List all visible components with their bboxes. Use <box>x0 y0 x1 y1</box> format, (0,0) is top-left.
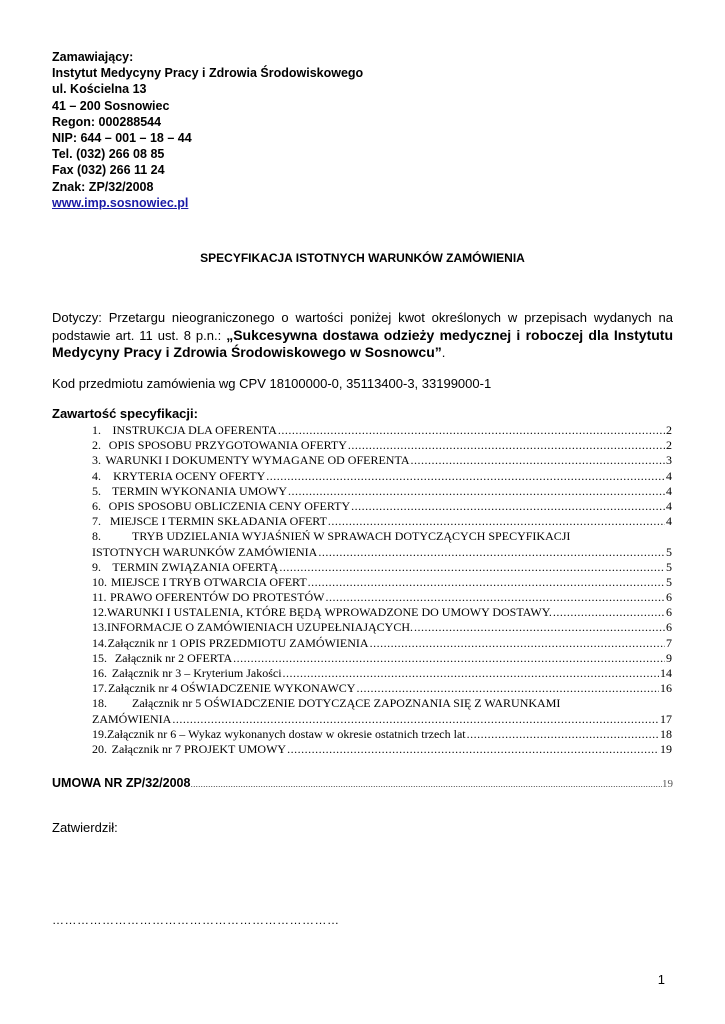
toc-number: 9. <box>92 559 101 574</box>
orderer-line: Zamawiający: <box>52 50 134 64</box>
toc-text: INFORMACJE O ZAMÓWIENIACH UZUPEŁNIAJĄCYCH. <box>107 620 413 635</box>
dot-leader <box>283 666 659 681</box>
dot-leader <box>308 575 665 590</box>
orderer-line: 41 – 200 Sosnowiec <box>52 98 170 113</box>
intro-subject: „Sukcesywna dostawa odzieży medycznej i roboczej dla Instytutu Medycyny Pracy i Zdrowia Środowiskowego w Sosnowcu” <box>52 326 673 360</box>
dot-leader <box>279 560 665 575</box>
dot-leader <box>370 636 665 651</box>
toc-item[interactable] <box>92 696 672 726</box>
toc-item[interactable] <box>92 636 672 651</box>
orderer-line: ul. Kościelna 13 <box>52 82 147 97</box>
dot-leader <box>553 605 665 620</box>
dot-leader <box>348 438 665 453</box>
orderer-block <box>52 49 363 211</box>
toc-number: 17. <box>92 681 107 696</box>
toc-page: 4 <box>666 468 672 483</box>
dot-leader <box>467 727 659 742</box>
dot-leader <box>287 742 659 757</box>
toc-page: 6 <box>666 590 672 605</box>
toc-number: 7. <box>92 514 101 529</box>
dot-leader <box>172 712 659 727</box>
intro-paragraph <box>52 309 673 362</box>
toc-item[interactable] <box>92 590 672 605</box>
toc-page: 5 <box>666 544 672 559</box>
toc-text: Załącznik nr 2 OFERTA <box>114 650 233 665</box>
dot-leader <box>410 453 665 468</box>
document-title: SPECYFIKACJA ISTOTNYCH WARUNKÓW ZAMÓWIENIA <box>200 251 525 265</box>
dot-leader <box>278 423 665 438</box>
toc-text: WARUNKI I USTALENIA, KTÓRE BĘDĄ WPROWADZONE DO UMOWY DOSTAWY. <box>107 605 552 620</box>
toc-page: 7 <box>666 635 672 650</box>
orderer-line: Regon: 000288544 <box>52 114 162 129</box>
toc-item[interactable] <box>92 620 672 635</box>
toc-number: 6. <box>92 498 101 513</box>
umowa-entry[interactable] <box>52 776 673 790</box>
dot-leader <box>233 651 665 666</box>
toc-number: 3. <box>92 453 101 468</box>
toc-page: 3 <box>666 453 672 468</box>
toc-page: 6 <box>666 605 672 620</box>
toc-number: 20. <box>92 741 107 756</box>
toc-page: 9 <box>666 650 672 665</box>
toc-text: Załącznik nr 7 PROJEKT UMOWY <box>111 741 287 756</box>
toc-text: Załącznik nr 4 OŚWIADCZENIE WYKONAWCY <box>108 681 356 696</box>
toc-item[interactable] <box>92 651 672 666</box>
dot-leader <box>266 469 665 484</box>
dot-leader <box>318 545 665 560</box>
toc-number: 12. <box>92 605 107 620</box>
toc-number: 8. <box>92 529 101 544</box>
toc-page: 6 <box>666 620 672 635</box>
toc-text-cont: ZAMÓWIENIA <box>92 711 172 726</box>
toc-number: 19. <box>92 726 107 741</box>
toc-text-cont: ISTOTNYCH WARUNKÓW ZAMÓWIENIA <box>92 544 318 559</box>
toc-number: 11. <box>92 590 107 605</box>
toc-item[interactable] <box>92 605 672 620</box>
toc-number: 10. <box>92 574 107 589</box>
dot-leader <box>414 620 665 635</box>
toc-text: Załącznik nr 6 – Wykaz wykonanych dostaw w okresie ostatnich trzech lat <box>107 726 466 741</box>
orderer-line: Fax (032) 266 11 24 <box>52 163 165 178</box>
orderer-line: Instytut Medycyny Pracy i Zdrowia Środowiskowego <box>52 66 364 81</box>
toc-page: 18 <box>660 726 672 741</box>
toc-item[interactable] <box>92 681 672 696</box>
dot-leader <box>325 590 665 605</box>
approved-label: Zatwierdził: <box>52 820 118 835</box>
toc-page: 4 <box>666 483 672 498</box>
intro-text: Dotyczy: Przetargu nieograniczonego o wartości poniżej kwot określonych w przepisach wydanych na podstawie art. 11 ust. 8 p.n.: <box>52 310 673 343</box>
umowa-page: 19 <box>662 778 673 790</box>
toc-item[interactable] <box>92 529 672 559</box>
toc-page: 2 <box>666 423 672 437</box>
page-number: 1 <box>657 972 665 987</box>
toc-item[interactable] <box>92 469 672 484</box>
toc-number: 14. <box>92 635 107 650</box>
toc-number: 16. <box>92 666 107 680</box>
toc-text: KRYTERIA OCENY OFERTY <box>113 468 266 483</box>
toc-text: MIEJSCE I TRYB OTWARCIA OFERT <box>110 574 307 589</box>
toc-number: 13. <box>92 620 107 635</box>
table-of-contents <box>92 423 672 757</box>
toc-page: 4 <box>666 514 672 529</box>
signature-line: …………………………………………………………… <box>52 913 340 927</box>
toc-text: INSTRUKCJA DLA OFERENTA <box>112 423 277 437</box>
toc-text: TERMIN WYKONANIA UMOWY <box>111 483 288 498</box>
toc-number: 15. <box>92 650 107 665</box>
toc-text: OPIS SPOSOBU OBLICZENIA CENY OFERTY <box>108 498 351 513</box>
dot-leader <box>288 484 665 499</box>
toc-page: 5 <box>666 559 672 574</box>
toc-text: Załącznik nr 3 – Kryterium Jakości <box>111 666 282 680</box>
toc-text: WARUNKI I DOKUMENTY WYMAGANE OD OFERENTA <box>105 453 410 468</box>
dot-leader <box>351 499 665 514</box>
toc-item[interactable] <box>92 742 672 757</box>
toc-text: MIEJSCE I TERMIN SKŁADANIA OFERT <box>109 514 327 529</box>
toc-item[interactable] <box>92 484 672 499</box>
toc-number: 2. <box>92 438 101 453</box>
toc-page: 14 <box>660 666 672 680</box>
orderer-line: Tel. (032) 266 08 85 <box>52 147 165 162</box>
dot-leader <box>328 514 665 529</box>
toc-item[interactable] <box>92 423 672 438</box>
toc-text: TERMIN ZWIĄZANIA OFERTĄ <box>112 559 279 574</box>
toc-number: 18. <box>92 696 107 711</box>
toc-item[interactable] <box>92 499 672 514</box>
toc-page: 2 <box>666 438 672 453</box>
toc-text: PRAWO OFERENTÓW DO PROTESTÓW <box>109 590 325 605</box>
toc-item[interactable] <box>92 453 672 468</box>
toc-text: Załącznik nr 1 OPIS PRZEDMIOTU ZAMÓWIENIA <box>107 635 369 650</box>
umowa-label: UMOWA NR ZP/32/2008 <box>52 776 191 790</box>
toc-number: 5. <box>92 483 101 498</box>
toc-page: 19 <box>660 741 672 756</box>
toc-text: OPIS SPOSOBU PRZYGOTOWANIA OFERTY <box>108 438 347 453</box>
intro-end: . <box>441 345 446 360</box>
toc-item[interactable] <box>92 727 672 742</box>
toc-text: TRYB UDZIELANIA WYJAŚNIEŃ W SPRAWACH DOTYCZĄCYCH SPECYFIKACJI <box>132 529 571 544</box>
toc-item[interactable] <box>92 560 672 575</box>
toc-page: 4 <box>666 498 672 513</box>
toc-item[interactable] <box>92 666 672 681</box>
toc-number: 1. <box>92 423 101 437</box>
toc-number: 4. <box>92 468 101 483</box>
cpv-codes: Kod przedmiotu zamówienia wg CPV 18100000-0, 35113400-3, 33199000-1 <box>52 376 492 391</box>
toc-heading: Zawartość specyfikacji: <box>52 406 198 421</box>
toc-text: Załącznik nr 5 OŚWIADCZENIE DOTYCZĄCE ZAPOZNANIA SIĘ Z WARUNKAMI <box>132 696 561 711</box>
dot-leader <box>190 779 662 789</box>
toc-page: 5 <box>666 574 672 589</box>
toc-page: 16 <box>660 681 672 696</box>
toc-item[interactable] <box>92 514 672 529</box>
toc-item[interactable] <box>92 575 672 590</box>
orderer-line: Znak: ZP/32/2008 <box>52 179 154 194</box>
orderer-line: NIP: 644 – 001 – 18 – 44 <box>52 131 192 146</box>
toc-page: 17 <box>660 711 672 726</box>
toc-item[interactable] <box>92 438 672 453</box>
dot-leader <box>356 681 659 696</box>
website-link[interactable]: www.imp.sosnowiec.pl <box>52 195 189 210</box>
